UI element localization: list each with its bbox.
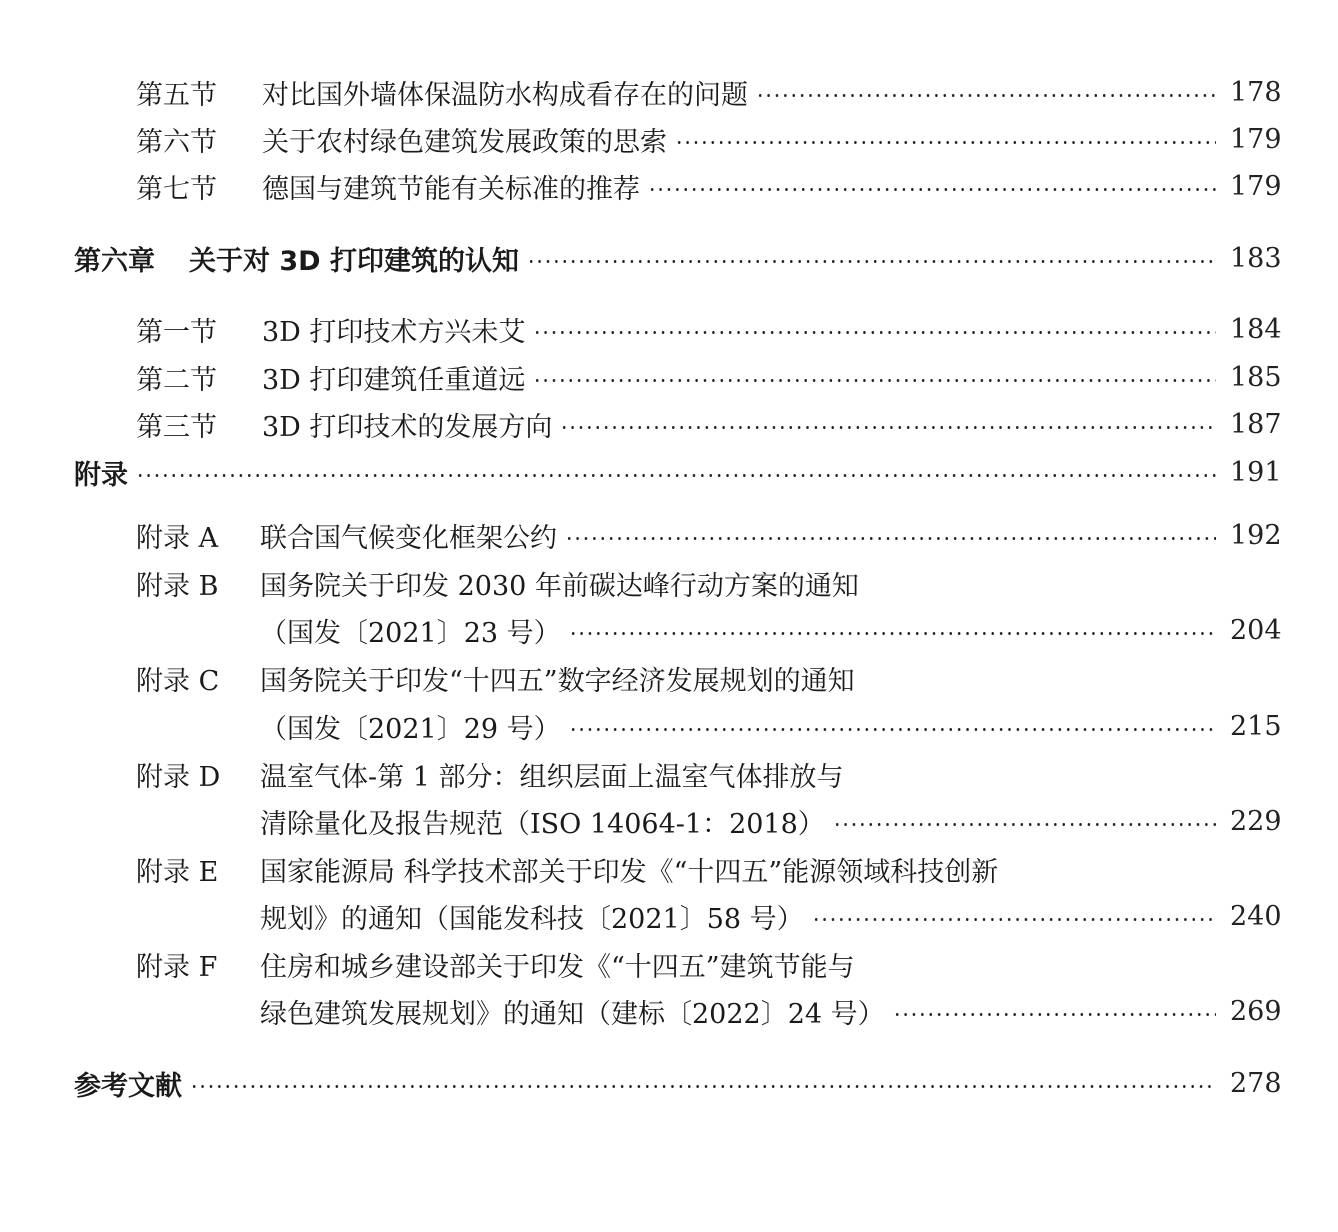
- toc-entry-ch6-section-2[interactable]: [136, 357, 1280, 397]
- dot-leader: [136, 474, 1216, 477]
- entry-label: 第二节: [136, 364, 217, 396]
- entry-title-line-2: （国发〔2021〕23 号）: [260, 617, 561, 649]
- page-number: 187: [1230, 408, 1282, 440]
- page-number: 191: [1230, 456, 1282, 488]
- toc-entry-appendix-e-cont[interactable]: [260, 896, 1280, 936]
- dot-leader: [569, 728, 1216, 731]
- entry-title: 联合国气候变化框架公约: [260, 522, 557, 554]
- page-number: 183: [1230, 242, 1282, 274]
- chapter-title: 关于对 3D 打印建筑的认知: [189, 245, 519, 277]
- entry-title-line-2: 绿色建筑发展规划》的通知（建标〔2022〕24 号）: [260, 998, 885, 1030]
- entry-title-line-1: 温室气体-第 1 部分：组织层面上温室气体排放与: [260, 761, 844, 793]
- page-number: 215: [1230, 710, 1282, 742]
- entry-title: 德国与建筑节能有关标准的推荐: [262, 173, 640, 205]
- toc-entry-appendix-e[interactable]: [136, 849, 1280, 889]
- entry-title: 对比国外墙体保温防水构成看存在的问题: [262, 79, 748, 111]
- entry-label: 附录 B: [136, 570, 219, 602]
- entry-title-line-2: 规划》的通知（国能发科技〔2021〕58 号）: [260, 903, 804, 935]
- dot-leader: [560, 426, 1216, 429]
- toc-entry-appendix-f[interactable]: [136, 944, 1280, 984]
- entry-title-line-2: （国发〔2021〕29 号）: [260, 713, 561, 745]
- entry-label: 附录 C: [136, 665, 220, 697]
- entry-title: 3D 打印建筑任重道远: [262, 364, 526, 396]
- page-number: 240: [1230, 900, 1282, 932]
- dot-leader: [533, 331, 1216, 334]
- toc-entry-appendix-d-cont[interactable]: [260, 801, 1280, 841]
- dot-leader: [756, 94, 1216, 97]
- toc-entry-ch6-section-1[interactable]: [136, 309, 1280, 349]
- entry-label: 第一节: [136, 316, 217, 348]
- page-number: 179: [1230, 123, 1282, 155]
- entry-label: 第七节: [136, 173, 217, 205]
- dot-leader: [648, 188, 1216, 191]
- entry-label: 附录 D: [136, 761, 221, 793]
- dot-leader: [812, 918, 1216, 921]
- toc-entry-references[interactable]: [74, 1063, 1280, 1103]
- entry-label: 第五节: [136, 79, 217, 111]
- entry-title-line-1: 国务院关于印发 2030 年前碳达峰行动方案的通知: [260, 570, 859, 602]
- page-number: 184: [1230, 313, 1282, 345]
- dot-leader: [675, 141, 1216, 144]
- toc-entry-chapter-6[interactable]: [74, 238, 1280, 278]
- page-number: 229: [1230, 805, 1282, 837]
- references-heading: 参考文献: [74, 1070, 182, 1102]
- toc-entry-section-7[interactable]: [136, 166, 1280, 206]
- appendix-heading: 附录: [74, 459, 128, 491]
- toc-entry-ch6-section-3[interactable]: [136, 404, 1280, 444]
- entry-label: 附录 A: [136, 522, 219, 554]
- toc-entry-appendix-b[interactable]: [136, 563, 1280, 603]
- entry-title-line-1: 国家能源局 科学技术部关于印发《“十四五”能源领域科技创新: [260, 856, 999, 888]
- page-number: 185: [1230, 361, 1282, 393]
- entry-label: 第六节: [136, 126, 217, 158]
- toc-entry-appendix-d[interactable]: [136, 754, 1280, 794]
- dot-leader: [190, 1085, 1216, 1088]
- chapter-label: 第六章: [74, 245, 155, 277]
- page-number: 178: [1230, 76, 1282, 108]
- toc-entry-appendix-b-cont[interactable]: [260, 610, 1280, 650]
- entry-label: 第三节: [136, 411, 217, 443]
- entry-title-line-2: 清除量化及报告规范（ISO 14064-1：2018）: [260, 808, 825, 840]
- entry-label: 附录 E: [136, 856, 219, 888]
- entry-title-line-1: 国务院关于印发“十四五”数字经济发展规划的通知: [260, 665, 855, 697]
- toc-entry-section-6[interactable]: [136, 119, 1280, 159]
- dot-leader: [527, 260, 1216, 263]
- toc-entry-appendix-a[interactable]: [136, 515, 1280, 555]
- toc-entry-appendix[interactable]: [74, 452, 1280, 492]
- toc-entry-appendix-c-cont[interactable]: [260, 706, 1280, 746]
- entry-label: 附录 F: [136, 951, 218, 983]
- entry-title: 3D 打印技术方兴未艾: [262, 316, 526, 348]
- dot-leader: [569, 632, 1216, 635]
- entry-title-line-1: 住房和城乡建设部关于印发《“十四五”建筑节能与: [260, 951, 855, 983]
- dot-leader: [565, 537, 1216, 540]
- page-number: 179: [1230, 170, 1282, 202]
- dot-leader: [893, 1013, 1216, 1016]
- dot-leader: [833, 823, 1216, 826]
- toc-entry-section-5[interactable]: [136, 72, 1280, 112]
- page-number: 269: [1230, 995, 1282, 1027]
- toc-entry-appendix-c[interactable]: [136, 658, 1280, 698]
- toc-entry-appendix-f-cont[interactable]: [260, 991, 1280, 1031]
- entry-title: 关于农村绿色建筑发展政策的思索: [262, 126, 667, 158]
- dot-leader: [533, 379, 1216, 382]
- page-number: 278: [1230, 1067, 1282, 1099]
- page-number: 192: [1230, 519, 1282, 551]
- page-number: 204: [1230, 614, 1282, 646]
- entry-title: 3D 打印技术的发展方向: [262, 411, 553, 443]
